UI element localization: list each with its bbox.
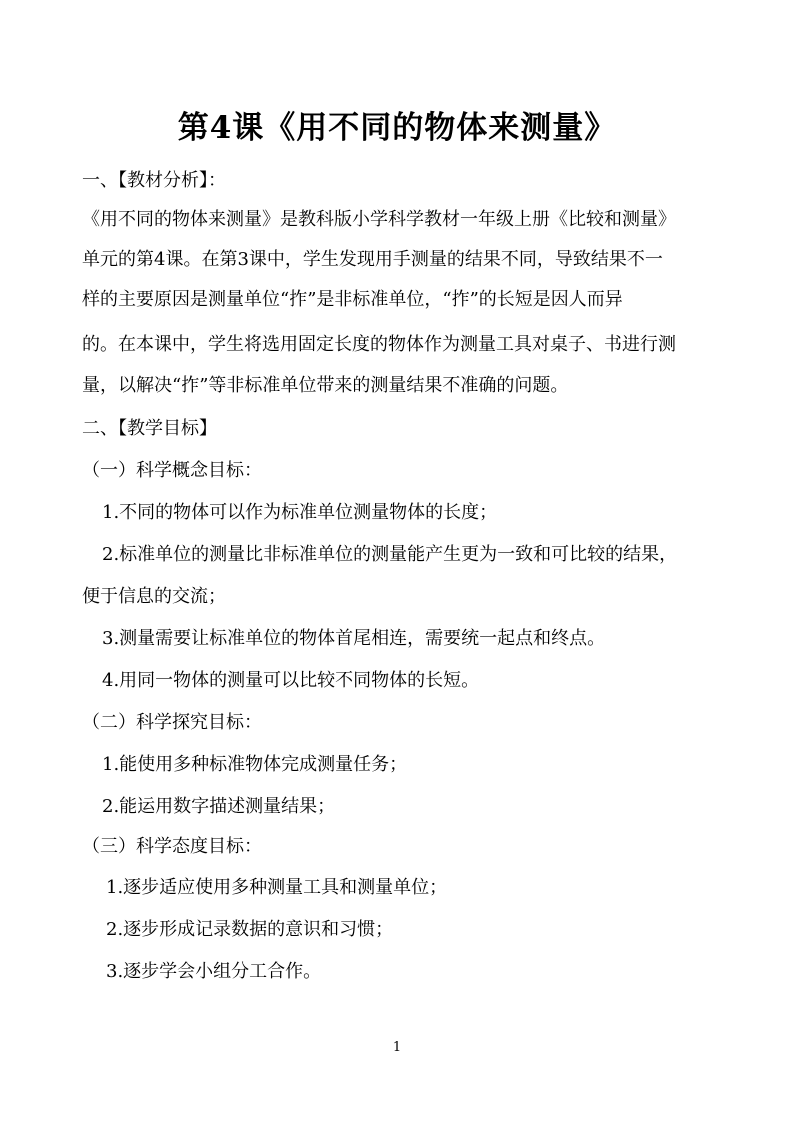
- list-item-continuation: 便于信息的交流；: [82, 586, 226, 607]
- page-number: 1: [392, 1040, 402, 1055]
- paragraph-line: 量，以解决“拃”等非标准单位带来的测量结果不准确的问题。: [82, 375, 569, 396]
- section-heading-objectives: 二、【教学目标】: [82, 418, 217, 439]
- list-item: 2.逐步形成记录数据的意识和习惯；: [106, 919, 394, 940]
- list-item: 4.用同一物体的测量可以比较不同物体的长短。: [102, 670, 480, 691]
- lesson-title: 第4课《用不同的物体来测量》: [177, 110, 617, 146]
- paragraph-line: 样的主要原因是测量单位“拃”是非标准单位，“拃”的长短是因人而异: [82, 289, 623, 310]
- list-item: 1.能使用多种标准物体完成测量任务；: [102, 754, 408, 775]
- list-item: 2.标准单位的测量比非标准单位的测量能产生更为一致和可比较的结果，: [102, 544, 678, 565]
- paragraph-line: 单元的第4课。在第3课中，学生发现用手测量的结果不同，导致结果不一: [82, 249, 663, 270]
- list-item: 2.能运用数字描述测量结果；: [102, 796, 336, 817]
- subsection-heading-attitude: （三）科学态度目标：: [82, 836, 262, 857]
- list-item: 1.逐步适应使用多种测量工具和测量单位；: [106, 877, 448, 898]
- list-item: 3.测量需要让标准单位的物体首尾相连，需要统一起点和终点。: [102, 628, 606, 649]
- list-item: 3.逐步学会小组分工合作。: [106, 961, 322, 982]
- subsection-heading-concept: （一）科学概念目标：: [82, 460, 262, 481]
- list-item: 1.不同的物体可以作为标准单位测量物体的长度；: [102, 502, 498, 523]
- subsection-heading-inquiry: （二）科学探究目标：: [82, 712, 262, 733]
- paragraph-line: 的。在本课中，学生将选用固定长度的物体作为测量工具对桌子、书进行测: [82, 334, 676, 355]
- section-heading-analysis: 一、【教材分析】：: [82, 170, 226, 191]
- paragraph-line: 《用不同的物体来测量》是教科版小学科学教材一年级上册《比较和测量》: [82, 209, 676, 230]
